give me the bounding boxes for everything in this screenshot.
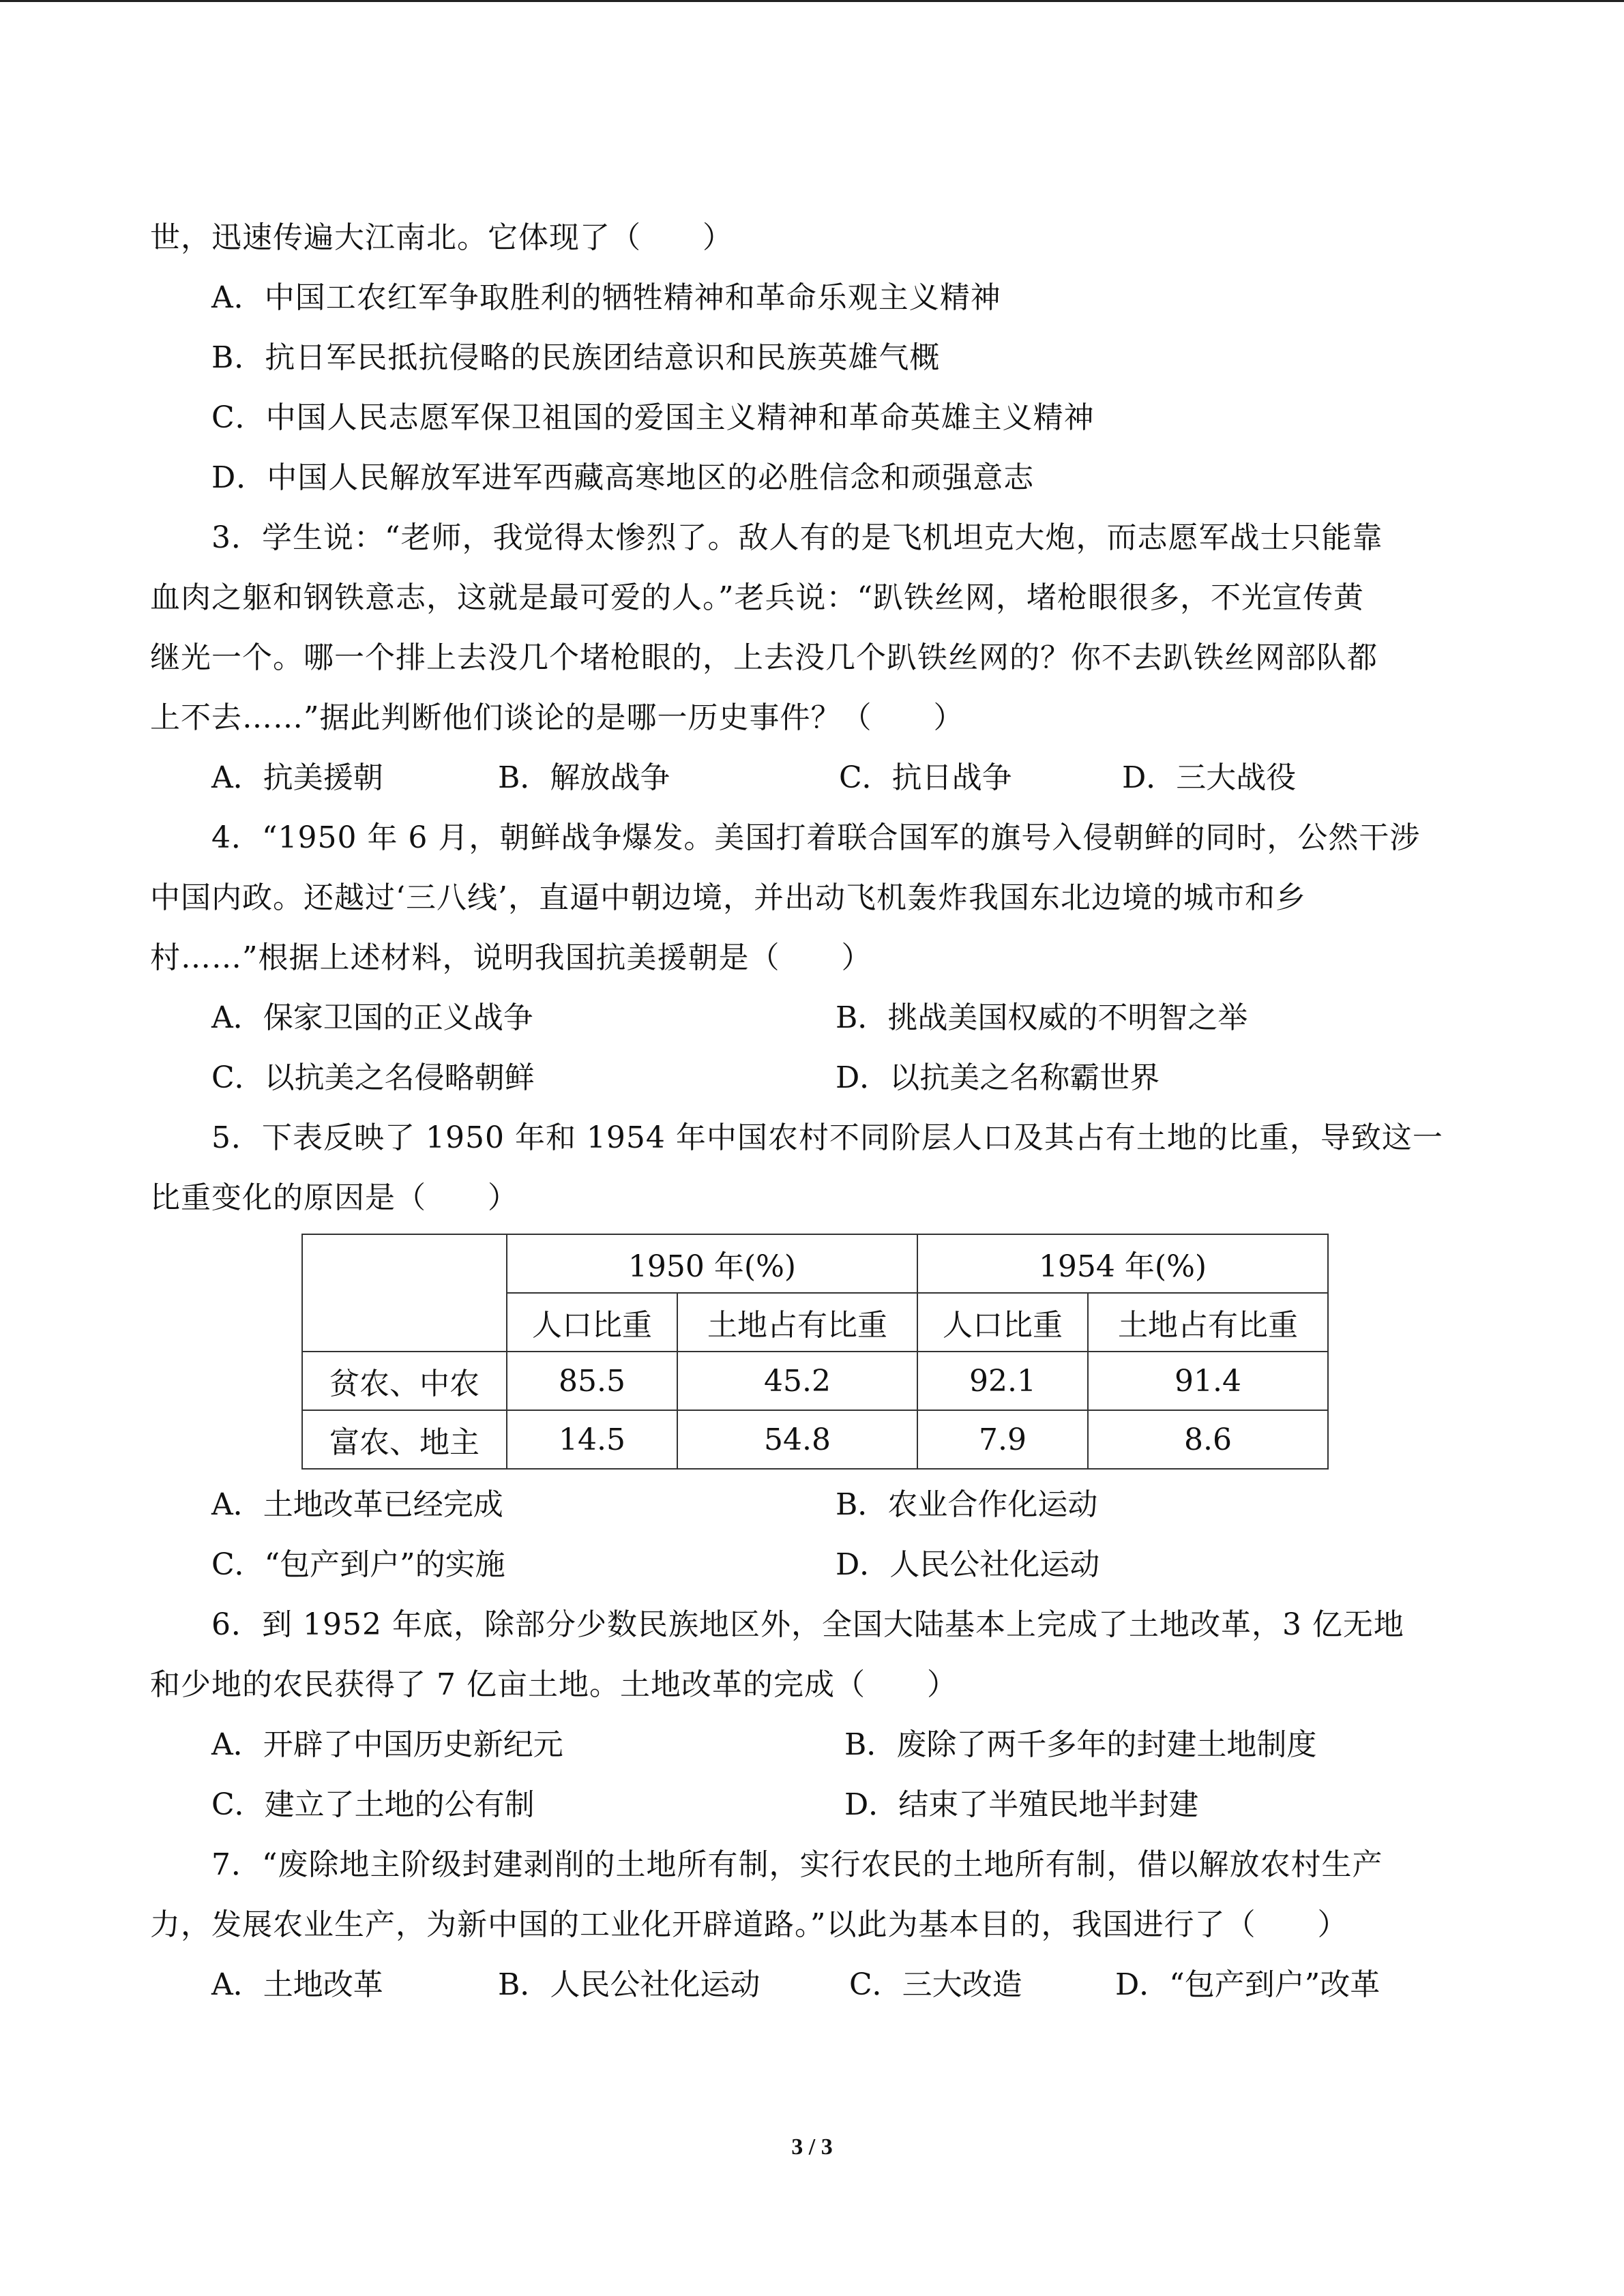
q5-options-row-2 bbox=[150, 1535, 1473, 1595]
table-year-1950: 1950 年(%) bbox=[507, 1234, 917, 1293]
q3-line-2: 血肉之躯和钢铁意志，这就是最可爱的人。”老兵说：“趴铁丝网，堵枪眼很多，不光宣传黄 bbox=[150, 580, 1364, 615]
q6-option-a: A．开辟了中国历史新纪元 bbox=[211, 1727, 563, 1762]
q2-option-d: D．中国人民解放军进军西藏高寒地区的必胜信念和顽强意志 bbox=[211, 460, 1035, 495]
q6-options-row-1 bbox=[150, 1715, 1473, 1775]
table-subheader: 人口比重 bbox=[507, 1293, 677, 1352]
q5-option-b: B．农业合作化运动 bbox=[836, 1487, 1098, 1522]
q7-options bbox=[150, 1955, 1473, 2015]
q2-option-b: B．抗日军民抵抗侵略的民族团结意识和民族英雄气概 bbox=[211, 340, 941, 375]
q4-option-d: D．以抗美之名称霸世界 bbox=[836, 1060, 1160, 1095]
q3-options bbox=[150, 748, 1473, 808]
q4-line-3: 村……”根据上述材料，说明我国抗美援朝是（ ） bbox=[150, 940, 872, 975]
table-year-1954: 1954 年(%) bbox=[917, 1234, 1328, 1293]
q5-option-d: D．人民公社化运动 bbox=[836, 1547, 1100, 1582]
top-border bbox=[0, 0, 1624, 2]
q7-line-2: 力，发展农业生产，为新中国的工业化开辟道路。”以此为基本目的，我国进行了（ ） bbox=[150, 1907, 1348, 1942]
table-cell: 14.5 bbox=[507, 1410, 677, 1469]
table-cell: 85.5 bbox=[507, 1352, 677, 1410]
table-header-row bbox=[302, 1234, 1328, 1293]
q2-tail: 世，迅速传遍大江南北。它体现了（ ） bbox=[150, 220, 733, 255]
q2-option-c: C．中国人民志愿军保卫祖国的爱国主义精神和革命英雄主义精神 bbox=[211, 400, 1095, 435]
page-number: 3 / 3 bbox=[791, 2134, 833, 2160]
q7-option-b: B．人民公社化运动 bbox=[498, 1967, 761, 2002]
q4-option-c: C．以抗美之名侵略朝鲜 bbox=[211, 1060, 535, 1095]
table-cell: 7.9 bbox=[917, 1410, 1088, 1469]
table-row-label: 贫农、中农 bbox=[302, 1352, 507, 1410]
q3-line-1: 3．学生说：“老师，我觉得太惨烈了。敌人有的是飞机坦克大炮，而志愿军战士只能靠 bbox=[211, 520, 1383, 555]
land-ratio-table bbox=[301, 1234, 1329, 1470]
q3-option-c: C．抗日战争 bbox=[839, 760, 1012, 795]
q7-option-d: D．“包产到户”改革 bbox=[1115, 1967, 1381, 2002]
q5-line-1: 5．下表反映了 1950 年和 1954 年中国农村不同阶层人口及其占有土地的比重，导致这一 bbox=[211, 1120, 1443, 1155]
table-corner-cell bbox=[302, 1234, 507, 1352]
q5-option-c: C．“包产到户”的实施 bbox=[211, 1547, 505, 1582]
table-row-label: 富农、地主 bbox=[302, 1410, 507, 1469]
q3-line-3: 继光一个。哪一个排上去没几个堵枪眼的，上去没几个趴铁丝网的？你不去趴铁丝网部队都 bbox=[150, 640, 1378, 675]
table-cell: 91.4 bbox=[1088, 1352, 1328, 1410]
q7-option-a: A．土地改革 bbox=[211, 1967, 383, 2002]
table-cell: 54.8 bbox=[677, 1410, 917, 1469]
q6-line-1: 6．到 1952 年底，除部分少数民族地区外，全国大陆基本上完成了土地改革，3 亿无地 bbox=[211, 1607, 1404, 1642]
table-cell: 92.1 bbox=[917, 1352, 1088, 1410]
table-cell: 8.6 bbox=[1088, 1410, 1328, 1469]
q6-options-row-2 bbox=[150, 1775, 1473, 1835]
q4-option-b: B．挑战美国权威的不明智之举 bbox=[836, 1000, 1248, 1035]
q7-line-1: 7．“废除地主阶级封建剥削的土地所有制，实行农民的土地所有制，借以解放农村生产 bbox=[211, 1847, 1383, 1882]
q4-line-2: 中国内政。还越过‘三八线’，直逼中朝边境，并出动飞机轰炸我国东北边境的城市和乡 bbox=[150, 880, 1306, 915]
q4-line-1: 4．“1950 年 6 月，朝鲜战争爆发。美国打着联合国军的旗号入侵朝鲜的同时，公然干涉 bbox=[211, 820, 1421, 855]
q6-line-2: 和少地的农民获得了 7 亿亩土地。土地改革的完成（ ） bbox=[150, 1667, 958, 1702]
q6-option-b: B．废除了两千多年的封建土地制度 bbox=[844, 1727, 1317, 1762]
q4-options-row-2 bbox=[150, 1048, 1473, 1108]
table-subheader: 土地占有比重 bbox=[677, 1293, 917, 1352]
table-row bbox=[302, 1410, 1328, 1469]
q3-option-a: A．抗美援朝 bbox=[211, 760, 383, 795]
table-subheader: 土地占有比重 bbox=[1088, 1293, 1328, 1352]
q3-line-4: 上不去……”据此判断他们谈论的是哪一历史事件？（ ） bbox=[150, 700, 964, 735]
q6-option-d: D．结束了半殖民地半封建 bbox=[844, 1787, 1199, 1822]
table-cell: 45.2 bbox=[677, 1352, 917, 1410]
table-row bbox=[302, 1352, 1328, 1410]
q4-option-a: A．保家卫国的正义战争 bbox=[211, 1000, 533, 1035]
q5-option-a: A．土地改革已经完成 bbox=[211, 1487, 503, 1522]
table-subheader: 人口比重 bbox=[917, 1293, 1088, 1352]
q3-option-d: D．三大战役 bbox=[1122, 760, 1297, 795]
q5-options-row-1 bbox=[150, 1475, 1473, 1535]
q6-option-c: C．建立了土地的公有制 bbox=[211, 1787, 535, 1822]
page-content bbox=[150, 208, 1473, 2015]
q5-line-2: 比重变化的原因是（ ） bbox=[150, 1180, 518, 1215]
q2-option-a: A．中国工农红军争取胜利的牺牲精神和革命乐观主义精神 bbox=[211, 280, 1001, 315]
q3-option-b: B．解放战争 bbox=[498, 760, 670, 795]
q4-options-row-1 bbox=[150, 988, 1473, 1048]
q7-option-c: C．三大改造 bbox=[849, 1967, 1022, 2002]
